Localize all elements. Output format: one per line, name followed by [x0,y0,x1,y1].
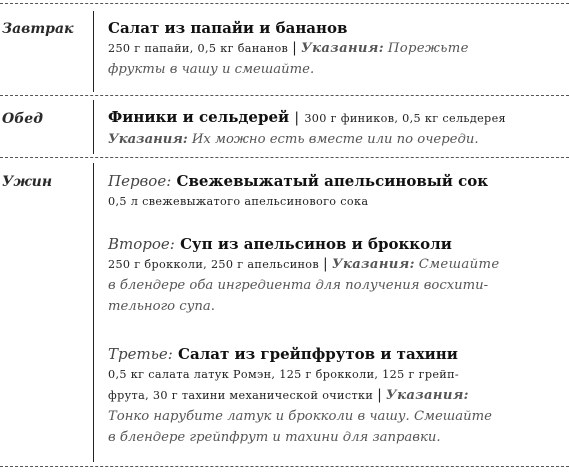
breakfast-label: Завтрак [2,21,74,37]
lunch-ingredients: 300 г фиников, 0,5 кг сельдерея [304,112,506,125]
breakfast-instructions-1: Порежьте [387,41,469,56]
breakfast-block [108,18,564,80]
dinner-third-ingredients-2: фрута, 30 г тахини механической очистки [108,389,374,402]
lunch-divider [93,100,94,154]
dinner-third-title: Салат из грейпфрутов и тахини [178,345,458,363]
dinner-second-instructions-1: Смешайте [418,257,500,272]
lunch-title: Финики и сельдерей [108,108,290,126]
dinner-second-seq: Второе: [108,235,175,253]
lunch-block [108,107,564,150]
divider-bottom [0,466,569,467]
dinner-first-title-line [108,171,564,191]
lunch-instructions: Их можно есть вместе или по очереди. [191,132,479,147]
dinner-label: Ужин [2,174,53,190]
breakfast-title: Салат из папайи и бананов [108,19,348,37]
dinner-first-seq: Первое: [108,172,172,190]
divider-1 [0,95,569,96]
dinner-third-instructions-1: Тонко нарубите латук и брокколи в чашу. Смешайте [108,409,492,424]
dinner-third-ingredients-1: 0,5 кг салата латук Ромэн, 125 г брокколи, 125 г грейп- [108,368,460,381]
separator: | [322,256,329,272]
dinner-third-block [108,344,564,448]
dinner-third-instructions-label: Указания: [386,388,469,403]
separator: | [292,40,298,56]
breakfast-ingredients: 250 г папайи, 0,5 кг бананов [108,42,289,55]
divider-top [0,3,569,4]
dinner-second-instructions-label: Указания: [331,257,415,272]
dinner-second-instructions-2: в блендере оба ингредиента для получения восхити- [108,278,489,293]
divider-2 [0,157,569,158]
dinner-first-title: Свежевыжатый апельсиновый сок [176,172,489,190]
dinner-second-title: Суп из апельсинов и брокколи [180,235,452,253]
breakfast-instructions-label: Указания: [301,41,384,56]
lunch-label: Обед [2,111,43,127]
dinner-third-title-line [108,344,564,364]
breakfast-line-1 [108,38,564,59]
separator: | [377,387,383,403]
dinner-second-title-line [108,234,564,254]
dinner-third-line-3 [108,385,564,406]
dinner-second-line-1 [108,254,564,275]
dinner-second-block [108,234,564,317]
dinner-first-ingredients: 0,5 л свежевыжатого апельсинового сока [108,195,369,208]
dinner-divider [93,163,94,462]
breakfast-instructions-2: фрукты в чашу и смешайте. [108,62,315,77]
dinner-second-ingredients: 250 г брокколи, 250 г апельсинов [108,258,320,271]
dinner-third-seq: Третье: [108,345,173,363]
dinner-third-instructions-2: в блендере грейпфрут и тахини для заправки. [108,430,441,445]
breakfast-divider [93,11,94,92]
lunch-instructions-label: Указания: [108,132,188,147]
lunch-line-2 [108,129,564,150]
lunch-line-1 [108,107,564,129]
separator: | [294,110,300,126]
dinner-first-block [108,171,564,212]
dinner-second-instructions-3: тельного супа. [108,299,215,314]
